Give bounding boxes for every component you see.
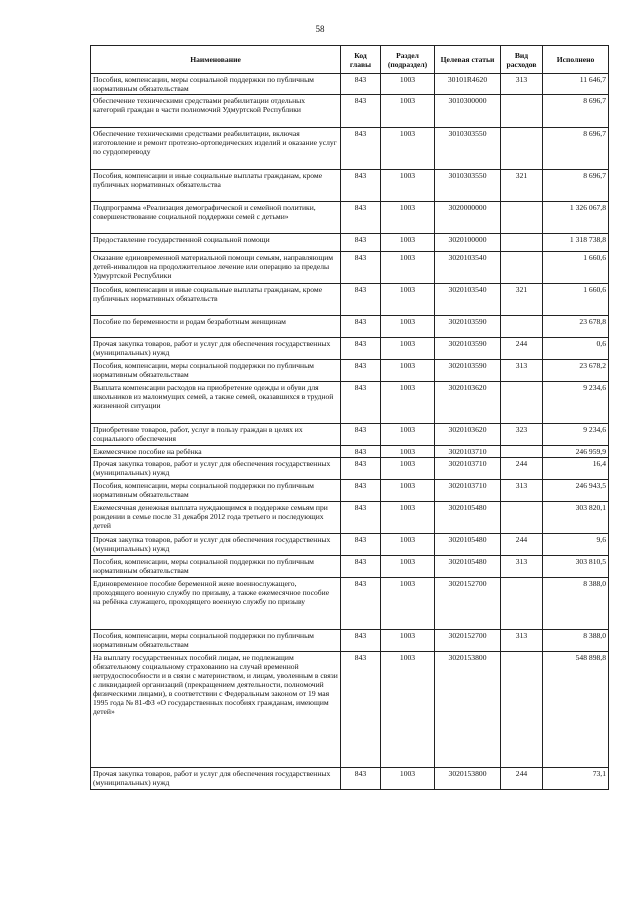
row-name: Прочая закупка товаров, работ и услуг для обеспечения государственных (муниципальных) нужд <box>91 534 341 556</box>
row-amount: 11 646,7 <box>543 74 609 95</box>
row-section: 1003 <box>381 382 435 424</box>
header-expense-type: Вид расходов <box>501 46 543 74</box>
row-target-article: 3020103620 <box>435 382 501 424</box>
row-section: 1003 <box>381 95 435 128</box>
row-chapter-code: 843 <box>341 768 381 790</box>
row-target-article: 30101R4620 <box>435 74 501 95</box>
row-expense-type <box>501 446 543 458</box>
budget-table <box>90 45 609 790</box>
row-target-article: 3020153800 <box>435 652 501 768</box>
row-amount: 1 660,6 <box>543 252 609 284</box>
table-row <box>91 424 609 446</box>
row-name: Пособия, компенсации, меры социальной поддержки по публичным нормативным обязательствам <box>91 74 341 95</box>
row-section: 1003 <box>381 74 435 95</box>
row-target-article: 3020152700 <box>435 630 501 652</box>
row-amount: 303 820,1 <box>543 502 609 534</box>
row-amount: 9 234,6 <box>543 424 609 446</box>
table-row <box>91 95 609 128</box>
row-section: 1003 <box>381 556 435 578</box>
row-section: 1003 <box>381 652 435 768</box>
row-name: Подпрограмма «Реализация демографической и семейной политики, совершенствование социальной поддержки семей с детьми» <box>91 202 341 234</box>
row-name: Пособия, компенсации, меры социальной поддержки по публичным нормативным обязательствам <box>91 630 341 652</box>
table-row <box>91 170 609 202</box>
row-section: 1003 <box>381 424 435 446</box>
row-name: Прочая закупка товаров, работ и услуг для обеспечения государственных (муниципальных) нужд <box>91 768 341 790</box>
table-header-row <box>91 46 609 74</box>
row-chapter-code: 843 <box>341 252 381 284</box>
row-target-article: 3020105480 <box>435 556 501 578</box>
row-amount: 246 943,5 <box>543 480 609 502</box>
row-name: На выплату государственных пособий лицам, не подлежащим обязательному социальному страхованию на случай временной нетрудоспособности и в связи с материнством, и лицам, уволенным в связи с ликвидацией организаций (прекращением деятельности, полномочий физическими лицами), в соответствии с Федеральным законом от 19 мая 1995 года № 81-ФЗ «О государственных пособиях гражданам, имеющим детей» <box>91 652 341 768</box>
row-section: 1003 <box>381 284 435 316</box>
row-name: Пособия, компенсации и иные социальные выплаты гражданам, кроме публичных нормативных обязательства <box>91 170 341 202</box>
row-expense-type: 313 <box>501 74 543 95</box>
row-chapter-code: 843 <box>341 480 381 502</box>
table-row <box>91 316 609 338</box>
row-chapter-code: 843 <box>341 630 381 652</box>
row-amount: 8 696,7 <box>543 128 609 170</box>
row-expense-type <box>501 316 543 338</box>
row-name: Ежемесячная денежная выплата нуждающимся в поддержке семьям при рождении в семье после 31 декабря 2012 года третьего и последующих детей <box>91 502 341 534</box>
row-section: 1003 <box>381 446 435 458</box>
row-name: Прочая закупка товаров, работ и услуг для обеспечения государственных (муниципальных) нужд <box>91 338 341 360</box>
row-expense-type <box>501 578 543 630</box>
row-expense-type: 323 <box>501 424 543 446</box>
row-name: Пособия, компенсации и иные социальные выплаты гражданам, кроме публичных нормативных обязательств <box>91 284 341 316</box>
row-amount: 73,1 <box>543 768 609 790</box>
row-target-article: 3020103710 <box>435 458 501 480</box>
row-target-article: 3020105480 <box>435 534 501 556</box>
table-row <box>91 578 609 630</box>
row-expense-type <box>501 652 543 768</box>
row-expense-type: 313 <box>501 630 543 652</box>
header-section: Раздел (подраздел) <box>381 46 435 74</box>
row-target-article: 3020153800 <box>435 768 501 790</box>
row-name: Приобретение товаров, работ, услуг в пользу граждан в целях их социального обеспечения <box>91 424 341 446</box>
row-expense-type: 244 <box>501 768 543 790</box>
row-section: 1003 <box>381 316 435 338</box>
row-chapter-code: 843 <box>341 170 381 202</box>
row-amount: 9 234,6 <box>543 382 609 424</box>
row-target-article: 3020103710 <box>435 480 501 502</box>
row-expense-type: 313 <box>501 480 543 502</box>
row-expense-type: 313 <box>501 556 543 578</box>
table-row <box>91 284 609 316</box>
row-target-article: 3020103620 <box>435 424 501 446</box>
row-chapter-code: 843 <box>341 556 381 578</box>
row-name: Выплата компенсации расходов на приобретение одежды и обуви для школьников из малоимущих семей, а также семей, оказавшихся в трудной жизненной ситуации <box>91 382 341 424</box>
row-amount: 8 696,7 <box>543 170 609 202</box>
row-expense-type: 244 <box>501 534 543 556</box>
row-chapter-code: 843 <box>341 202 381 234</box>
row-target-article: 3020103590 <box>435 316 501 338</box>
row-expense-type <box>501 252 543 284</box>
row-section: 1003 <box>381 578 435 630</box>
page-number: 58 <box>315 24 325 34</box>
row-expense-type: 244 <box>501 458 543 480</box>
table-row <box>91 458 609 480</box>
table-row <box>91 768 609 790</box>
row-expense-type <box>501 382 543 424</box>
row-target-article: 3020000000 <box>435 202 501 234</box>
table-row <box>91 338 609 360</box>
header-chapter-code: Код главы <box>341 46 381 74</box>
header-name: Наименование <box>91 46 341 74</box>
row-expense-type <box>501 128 543 170</box>
table-row <box>91 382 609 424</box>
row-name: Пособия, компенсации, меры социальной поддержки по публичным нормативным обязательствам <box>91 360 341 382</box>
row-amount: 9,6 <box>543 534 609 556</box>
row-chapter-code: 843 <box>341 284 381 316</box>
table-row <box>91 202 609 234</box>
row-chapter-code: 843 <box>341 382 381 424</box>
row-name: Ежемесячное пособие на ребёнка <box>91 446 341 458</box>
row-expense-type <box>501 234 543 252</box>
row-target-article: 3010303550 <box>435 170 501 202</box>
row-name: Пособия, компенсации, меры социальной поддержки по публичным нормативным обязательствам <box>91 556 341 578</box>
row-name: Пособие по беременности и родам безработным женщинам <box>91 316 341 338</box>
header-target-article: Целевая статьи <box>435 46 501 74</box>
row-chapter-code: 843 <box>341 360 381 382</box>
row-name: Обеспечение техническими средствами реабилитации отдельных категорий граждан в части полномочий Удмуртской Республики <box>91 95 341 128</box>
row-target-article: 3020152700 <box>435 578 501 630</box>
row-target-article: 3010300000 <box>435 95 501 128</box>
row-section: 1003 <box>381 202 435 234</box>
row-expense-type: 321 <box>501 284 543 316</box>
row-name: Предоставление государственной социальной помощи <box>91 234 341 252</box>
row-expense-type <box>501 502 543 534</box>
row-expense-type: 313 <box>501 360 543 382</box>
row-section: 1003 <box>381 502 435 534</box>
row-target-article: 3020103710 <box>435 446 501 458</box>
row-section: 1003 <box>381 252 435 284</box>
row-amount: 23 678,8 <box>543 316 609 338</box>
row-name: Обеспечение техническими средствами реабилитации, включая изготовление и ремонт протезно-ортопедических изделий и оказание услуг по сурдопереводу <box>91 128 341 170</box>
row-target-article: 3020103540 <box>435 252 501 284</box>
row-chapter-code: 843 <box>341 74 381 95</box>
row-amount: 1 660,6 <box>543 284 609 316</box>
table-row <box>91 360 609 382</box>
row-section: 1003 <box>381 480 435 502</box>
row-name: Единовременное пособие беременной жене военнослужащего, проходящего военную службу по призыву, а также ежемесячное пособие на ребёнка служащего, проходящего военную службу по призыву <box>91 578 341 630</box>
row-target-article: 3020103590 <box>435 338 501 360</box>
row-name: Прочая закупка товаров, работ и услуг для обеспечения государственных (муниципальных) нужд <box>91 458 341 480</box>
row-expense-type <box>501 202 543 234</box>
row-target-article: 3020103590 <box>435 360 501 382</box>
row-amount: 548 898,8 <box>543 652 609 768</box>
row-amount: 0,6 <box>543 338 609 360</box>
row-section: 1003 <box>381 534 435 556</box>
row-amount: 303 810,5 <box>543 556 609 578</box>
row-section: 1003 <box>381 360 435 382</box>
row-expense-type: 244 <box>501 338 543 360</box>
row-section: 1003 <box>381 128 435 170</box>
row-chapter-code: 843 <box>341 652 381 768</box>
table-row <box>91 480 609 502</box>
row-chapter-code: 843 <box>341 446 381 458</box>
row-chapter-code: 843 <box>341 458 381 480</box>
table-row <box>91 630 609 652</box>
row-section: 1003 <box>381 170 435 202</box>
row-chapter-code: 843 <box>341 578 381 630</box>
row-section: 1003 <box>381 338 435 360</box>
row-amount: 8 388,0 <box>543 578 609 630</box>
row-section: 1003 <box>381 458 435 480</box>
row-chapter-code: 843 <box>341 234 381 252</box>
table-row <box>91 502 609 534</box>
table-row <box>91 534 609 556</box>
row-target-article: 3010303550 <box>435 128 501 170</box>
row-amount: 23 678,2 <box>543 360 609 382</box>
row-amount: 16,4 <box>543 458 609 480</box>
table-row <box>91 128 609 170</box>
row-chapter-code: 843 <box>341 316 381 338</box>
row-target-article: 3020100000 <box>435 234 501 252</box>
row-chapter-code: 843 <box>341 502 381 534</box>
row-chapter-code: 843 <box>341 128 381 170</box>
row-expense-type: 321 <box>501 170 543 202</box>
row-amount: 8 388,0 <box>543 630 609 652</box>
row-chapter-code: 843 <box>341 95 381 128</box>
row-amount: 1 326 067,8 <box>543 202 609 234</box>
row-section: 1003 <box>381 234 435 252</box>
row-expense-type <box>501 95 543 128</box>
row-section: 1003 <box>381 630 435 652</box>
row-target-article: 3020105480 <box>435 502 501 534</box>
table-row <box>91 252 609 284</box>
row-name: Пособия, компенсации, меры социальной поддержки по публичным нормативным обязательствам <box>91 480 341 502</box>
table-row <box>91 446 609 458</box>
table-row <box>91 74 609 95</box>
table-row <box>91 556 609 578</box>
row-section: 1003 <box>381 768 435 790</box>
row-name: Оказание единовременной материальной помощи семьям, направляющим детей-инвалидов на продолжительное лечение или операцию за пределы Удмуртской Республики <box>91 252 341 284</box>
table-row <box>91 652 609 768</box>
table-row <box>91 234 609 252</box>
row-chapter-code: 843 <box>341 534 381 556</box>
row-amount: 246 959,9 <box>543 446 609 458</box>
row-chapter-code: 843 <box>341 338 381 360</box>
table-body <box>91 74 609 790</box>
row-amount: 8 696,7 <box>543 95 609 128</box>
row-target-article: 3020103540 <box>435 284 501 316</box>
row-amount: 1 318 738,8 <box>543 234 609 252</box>
row-chapter-code: 843 <box>341 424 381 446</box>
header-amount: Исполнено <box>543 46 609 74</box>
